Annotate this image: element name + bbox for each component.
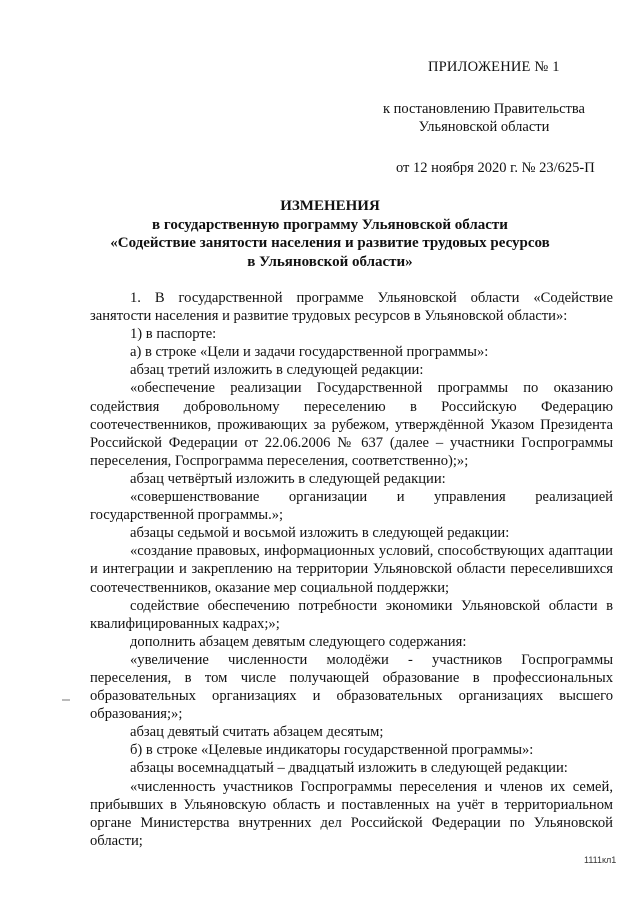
appendix-resolution-line-2: Ульяновской области — [418, 119, 550, 135]
heading-title: ИЗМЕНЕНИЯ — [280, 198, 380, 214]
paragraph: абзацы седьмой и восьмой изложить в следующей редакции: — [130, 525, 510, 542]
document-heading — [80, 197, 580, 271]
paragraph: абзац третий изложить в следующей редакции: — [130, 362, 424, 379]
appendix-title: ПРИЛОЖЕНИЕ № 1 — [428, 59, 560, 75]
scan-artifact-mark — [60, 690, 72, 704]
appendix-resolution-line-1: к постановлению Правительства — [383, 101, 585, 117]
paragraph: «совершенствование организации и управления реализацией государственной программы.»; — [90, 489, 613, 524]
paragraph: б) в строке «Целевые индикаторы государственной программы»: — [130, 742, 534, 759]
appendix-block — [380, 58, 620, 177]
appendix-date-line: от 12 ноября 2020 г. № 23/625-П — [396, 160, 595, 176]
paragraph: дополнить абзацем девятым следующего содержания: — [130, 633, 467, 650]
paragraph: «создание правовых, информационных условий, способствующих адаптации и интеграции и закреплению на территории Ульяновской области переселившихся соотечественников, оказание мер социальной поддержки; — [90, 543, 613, 596]
paragraph: абзац четвёртый изложить в следующей редакции: — [130, 470, 446, 487]
paragraph: 1. В государственной программе Ульяновской области «Содействие занятости населения и развитие трудовых ресурсов в Ульяновской области»: — [90, 290, 613, 325]
paragraph: «обеспечение реализации Государственной программы по оказанию содействия добровольному переселению в Российскую Федерацию соотечественников, проживающих за рубежом, утверждённой Указом Президента Российской Федерации от 22.06.2006 № 637 (далее – участники Госпрограммы переселения, Госпрограмма переселения, соответственно);»; — [90, 380, 613, 469]
paragraph: «увеличение численности молодёжи - участников Госпрограммы переселения, в том числе получающей образование в профессиональных образовательных организациях и образовательных организациях высшего образования;»; — [90, 651, 613, 723]
paragraph: а) в строке «Цели и задачи государственной программы»: — [130, 344, 489, 361]
paragraph: абзац девятый считать абзацем десятым; — [130, 724, 384, 741]
footer-code: 1111кл1 — [584, 855, 617, 865]
paragraph: 1) в паспорте: — [130, 326, 217, 343]
heading-line-2: в государственную программу Ульяновской области — [152, 216, 508, 233]
document-body — [90, 289, 613, 850]
heading-line-3: «Содействие занятости населения и развитие трудовых ресурсов — [110, 235, 550, 251]
heading-line-4: в Ульяновской области» — [247, 253, 413, 270]
paragraph: «численность участников Госпрограммы переселения и членов их семей, прибывших в Ульяновскую область и поставленных на учёт в территориальном органе Министерства внутренних дел Российской Федерации по Ульяновской области; — [90, 778, 613, 849]
paragraph: содействие обеспечению потребности экономики Ульяновской области в квалифицированных кадрах;»; — [90, 597, 613, 632]
paragraph: абзацы восемнадцатый – двадцатый изложить в следующей редакции: — [130, 760, 568, 777]
